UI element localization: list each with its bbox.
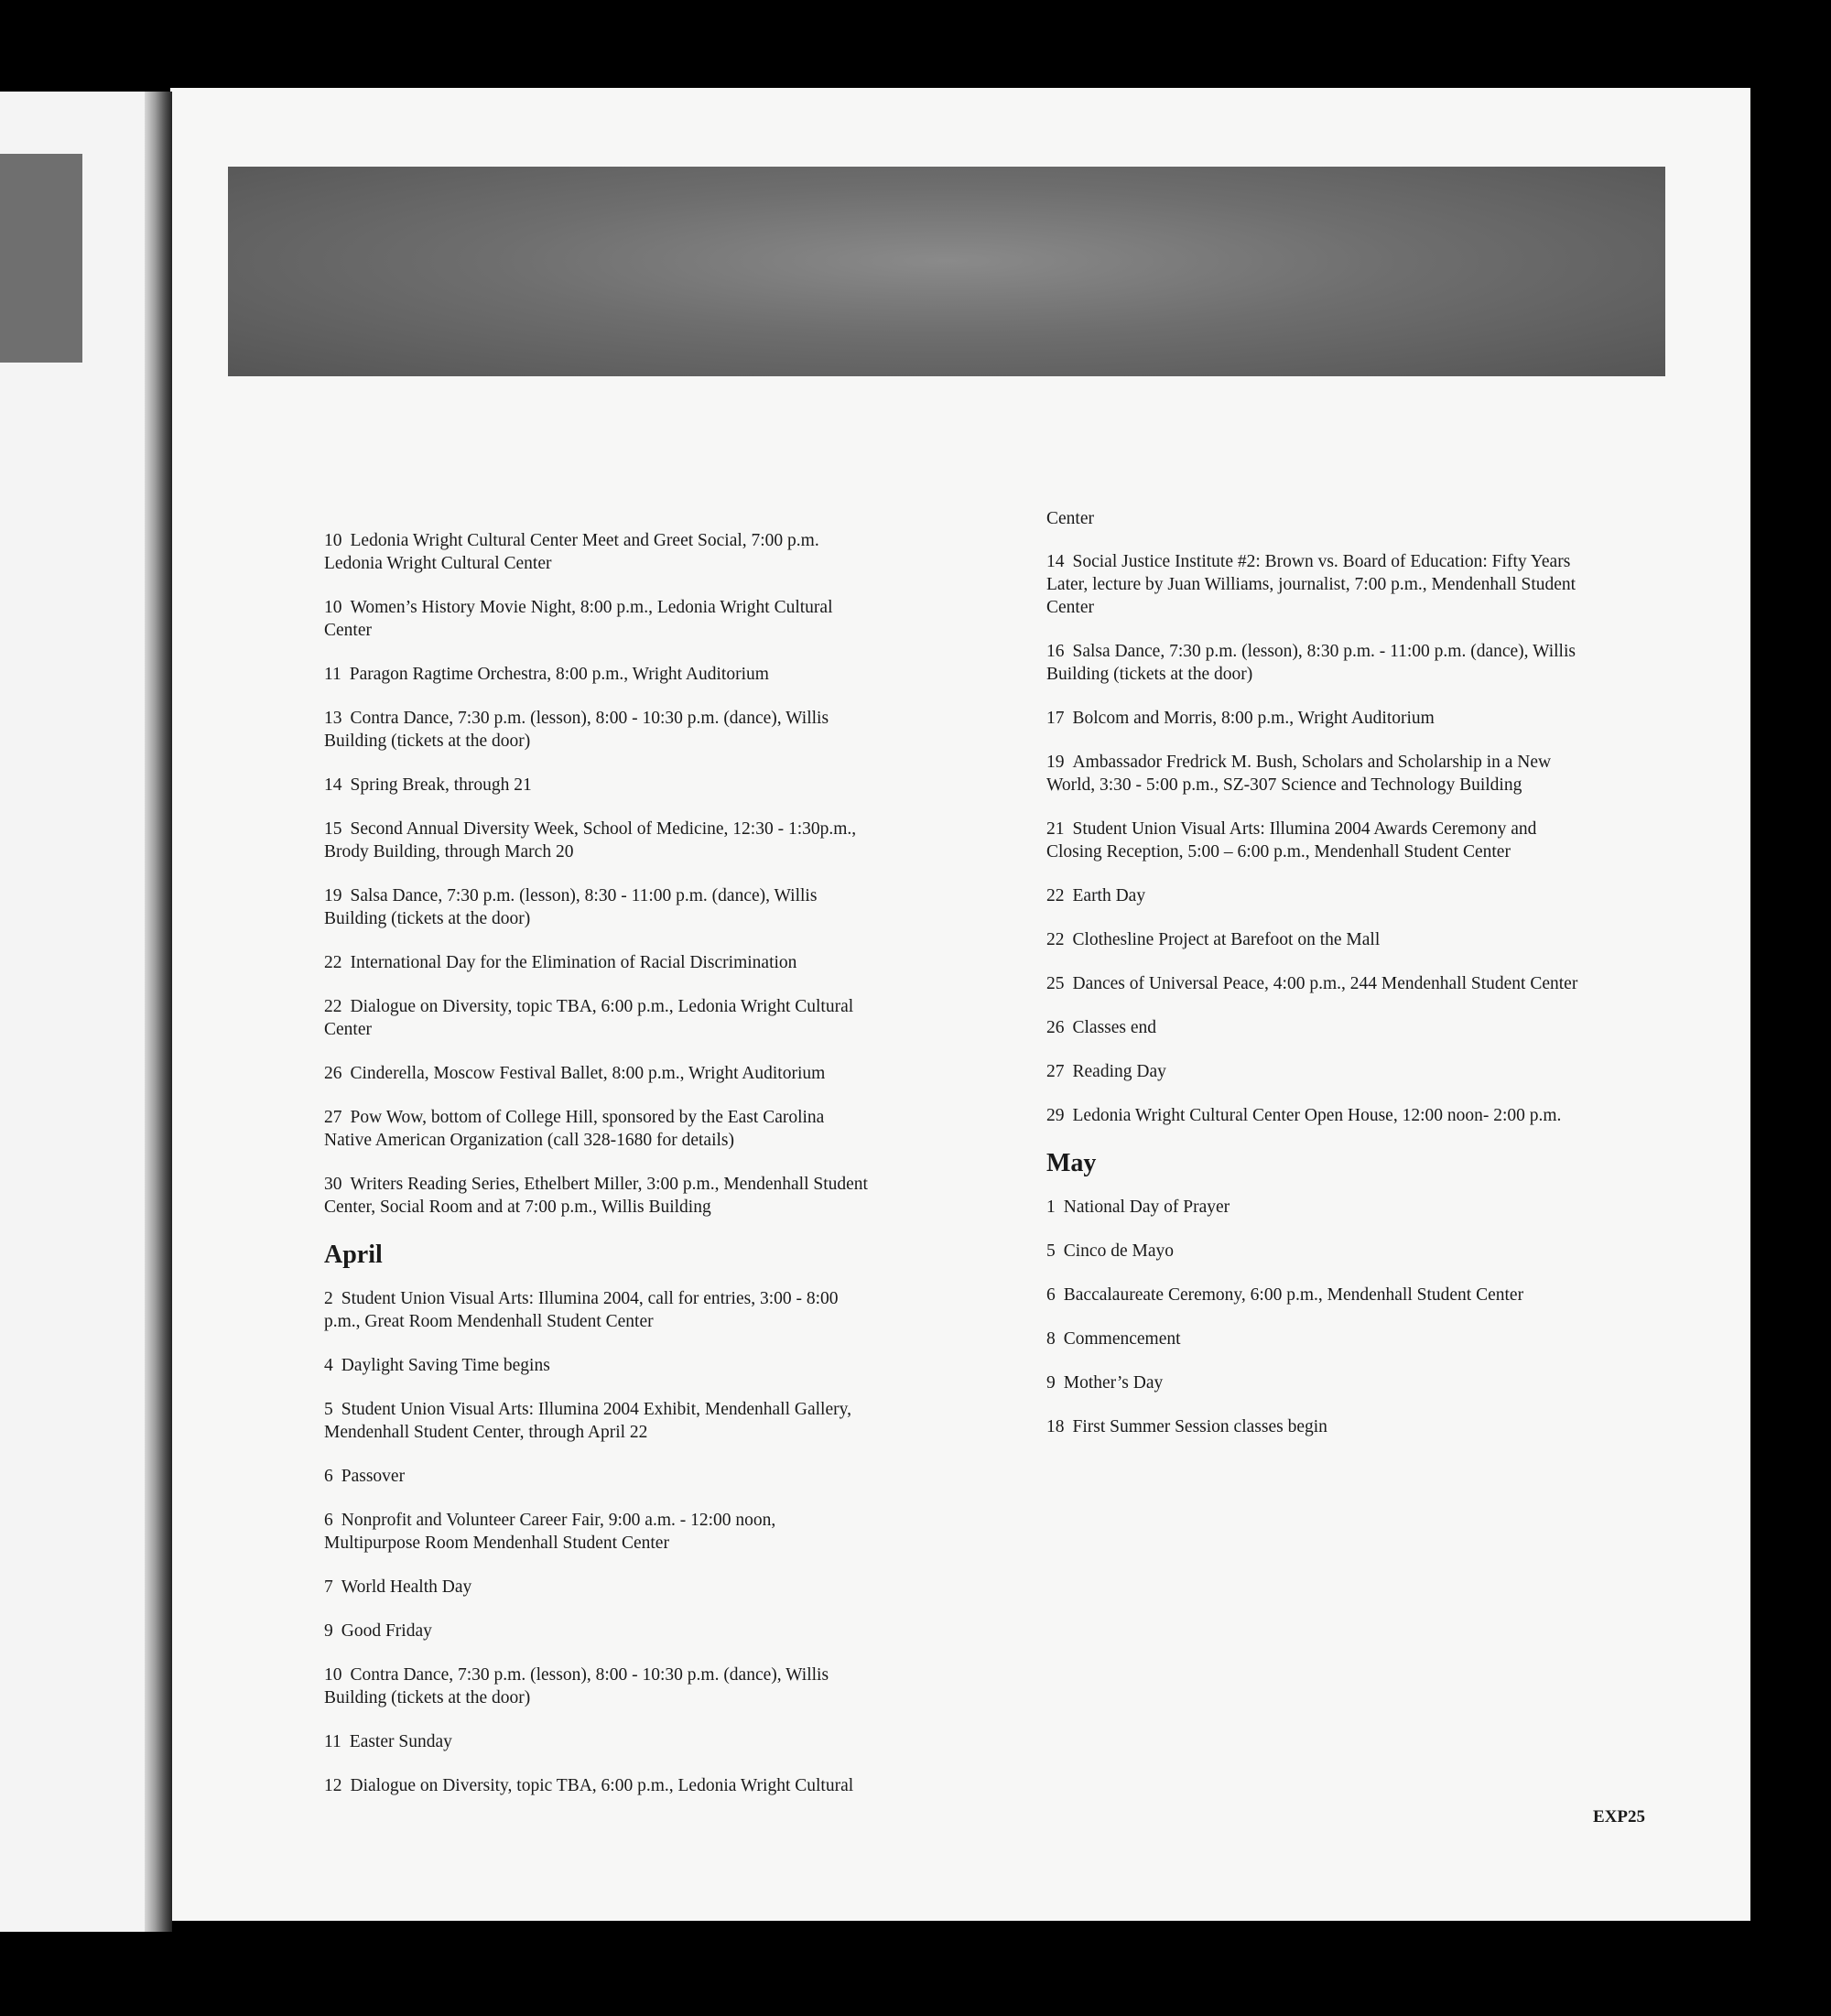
entry-text: Salsa Dance, 7:30 p.m. (lesson), 8:30 - 11:00 p.m. (dance), Willis Building (tickets at the door)	[324, 886, 818, 928]
page-number: EXP25	[1593, 1807, 1645, 1826]
calendar-entry	[1046, 928, 1596, 951]
entry-day: 13	[324, 709, 342, 728]
entry-day: 5	[324, 1400, 333, 1419]
entry-day: 7	[324, 1577, 333, 1597]
entry-day: 12	[324, 1776, 342, 1795]
entry-text: Good Friday	[341, 1621, 432, 1641]
entry-text: Writers Reading Series, Ethelbert Miller, 3:00 p.m., Mendenhall Student Center, Social Room and at 7:00 p.m., Willis Building	[324, 1175, 868, 1217]
april-entries-continued	[1046, 550, 1596, 1127]
calendar-entry	[324, 884, 873, 930]
entry-day: 11	[324, 1732, 341, 1751]
calendar-entry	[1046, 751, 1596, 797]
calendar-entry	[324, 774, 873, 797]
facing-page-gray-block	[0, 154, 82, 363]
calendar-entry	[1046, 1284, 1596, 1306]
entry-text: Daylight Saving Time begins	[341, 1356, 550, 1375]
entry-day: 6	[324, 1467, 333, 1486]
entry-day: 10	[324, 531, 342, 550]
calendar-entry	[1046, 1328, 1596, 1350]
entry-text: Nonprofit and Volunteer Career Fair, 9:00 a.m. - 12:00 noon, Multipurpose Room Mendenhall Student Center	[324, 1511, 776, 1553]
calendar-entry	[324, 663, 873, 686]
entry-day: 30	[324, 1175, 342, 1194]
calendar-entry	[1046, 818, 1596, 863]
entry-day: 14	[324, 775, 342, 795]
entry-text: Bolcom and Morris, 8:00 p.m., Wright Auditorium	[1072, 709, 1435, 728]
calendar-entry	[324, 995, 873, 1041]
calendar-entry	[1046, 707, 1596, 730]
entry-text: Contra Dance, 7:30 p.m. (lesson), 8:00 - 10:30 p.m. (dance), Willis Building (tickets at the door)	[324, 709, 829, 751]
entry-text: Second Annual Diversity Week, School of Medicine, 12:30 - 1:30p.m., Brody Building, through March 20	[324, 819, 857, 862]
calendar-entry	[324, 1287, 873, 1333]
entry-text: Pow Wow, bottom of College Hill, sponsored by the East Carolina Native American Organization (call 328-1680 for details)	[324, 1108, 825, 1150]
calendar-entry	[1046, 1104, 1596, 1127]
header-banner	[228, 167, 1665, 376]
calendar-entry	[1046, 1016, 1596, 1039]
entry-day: 19	[1046, 753, 1065, 772]
entry-text: Ambassador Fredrick M. Bush, Scholars and Scholarship in a New World, 3:30 - 5:00 p.m., SZ-307 Science and Technology Building	[1046, 753, 1552, 795]
calendar-entry	[324, 951, 873, 974]
book-spine	[145, 92, 172, 1932]
entry-day: 11	[324, 665, 341, 684]
entry-text: Cinderella, Moscow Festival Ballet, 8:00 p.m., Wright Auditorium	[350, 1064, 826, 1083]
calendar-entry	[1046, 640, 1596, 686]
entry-text: Easter Sunday	[349, 1732, 452, 1751]
entry-text: Ledonia Wright Cultural Center Open House, 12:00 noon- 2:00 p.m.	[1072, 1106, 1562, 1125]
calendar-entry	[324, 529, 873, 575]
entry-text: Dances of Universal Peace, 4:00 p.m., 244 Mendenhall Student Center	[1072, 974, 1578, 993]
calendar-entry	[1046, 1371, 1596, 1394]
entry-day: 29	[1046, 1106, 1065, 1125]
entry-text: Women’s History Movie Night, 8:00 p.m., Ledonia Wright Cultural Center	[324, 598, 833, 640]
left-column	[324, 529, 873, 1818]
calendar-entry	[324, 707, 873, 753]
entry-day: 27	[324, 1108, 342, 1127]
calendar-entry	[324, 1398, 873, 1444]
entry-day: 27	[1046, 1062, 1065, 1081]
continued-text: Center	[1046, 509, 1094, 528]
entry-day: 4	[324, 1356, 333, 1375]
entry-text: Mother’s Day	[1063, 1373, 1164, 1393]
entry-day: 22	[1046, 886, 1065, 905]
entry-text: National Day of Prayer	[1063, 1198, 1230, 1217]
entry-day: 18	[1046, 1417, 1065, 1436]
entry-day: 15	[324, 819, 342, 839]
calendar-entry	[324, 1576, 873, 1599]
entry-day: 17	[1046, 709, 1065, 728]
entry-day: 2	[324, 1289, 333, 1308]
calendar-entry	[1046, 1415, 1596, 1438]
entry-text: Commencement	[1063, 1329, 1181, 1349]
entry-text: First Summer Session classes begin	[1072, 1417, 1327, 1436]
entry-text: Student Union Visual Arts: Illumina 2004 Exhibit, Mendenhall Gallery, Mendenhall Student Center, through April 22	[324, 1400, 851, 1442]
entry-text: Spring Break, through 21	[350, 775, 532, 795]
entry-text: Ledonia Wright Cultural Center Meet and Greet Social, 7:00 p.m. Ledonia Wright Cultural Center	[324, 531, 819, 573]
calendar-entry	[1046, 1196, 1596, 1219]
march-entries	[324, 529, 873, 1219]
entry-text: Earth Day	[1072, 886, 1146, 905]
entry-day: 22	[324, 953, 342, 972]
calendar-entry	[324, 1509, 873, 1555]
calendar-entry	[324, 1620, 873, 1642]
entry-text: Cinco de Mayo	[1063, 1241, 1174, 1261]
entry-text: Student Union Visual Arts: Illumina 2004, call for entries, 3:00 - 8:00 p.m., Great Room Mendenhall Student Center	[324, 1289, 839, 1331]
entry-day: 6	[324, 1511, 333, 1530]
entry-text: Contra Dance, 7:30 p.m. (lesson), 8:00 - 10:30 p.m. (dance), Willis Building (tickets at the door)	[324, 1665, 829, 1707]
calendar-entry	[324, 1465, 873, 1488]
entry-day: 26	[1046, 1018, 1065, 1037]
entry-text: World Health Day	[341, 1577, 472, 1597]
calendar-entry	[1046, 1240, 1596, 1263]
calendar-entry	[324, 1730, 873, 1753]
entry-text: Reading Day	[1072, 1062, 1166, 1081]
calendar-entry	[324, 1664, 873, 1709]
entry-day: 1	[1046, 1198, 1056, 1217]
calendar-entry	[324, 1774, 873, 1797]
entry-text: Salsa Dance, 7:30 p.m. (lesson), 8:30 p.m. - 11:00 p.m. (dance), Willis Building (tickets at the door)	[1046, 642, 1576, 684]
april-entries	[324, 1287, 873, 1797]
entry-day: 22	[1046, 930, 1065, 949]
calendar-entry	[1046, 1060, 1596, 1083]
calendar-entry	[324, 596, 873, 642]
calendar-entry	[324, 818, 873, 863]
entry-text: Dialogue on Diversity, topic TBA, 6:00 p.m., Ledonia Wright Cultural Center	[324, 997, 854, 1039]
entry-day: 9	[1046, 1373, 1056, 1393]
right-column	[1046, 507, 1596, 1459]
entry-text: International Day for the Elimination of Racial Discrimination	[350, 953, 797, 972]
calendar-entry	[324, 1173, 873, 1219]
facing-page	[0, 92, 157, 1932]
entry-text: Passover	[341, 1467, 406, 1486]
entry-day: 6	[1046, 1285, 1056, 1305]
calendar-entry	[1046, 884, 1596, 907]
entry-text: Baccalaureate Ceremony, 6:00 p.m., Mendenhall Student Center	[1063, 1285, 1524, 1305]
entry-day: 8	[1046, 1329, 1056, 1349]
month-heading-may: May	[1046, 1149, 1097, 1177]
calendar-entry	[324, 1354, 873, 1377]
entry-text: Student Union Visual Arts: Illumina 2004 Awards Ceremony and Closing Reception, 5:00 – 6:00 p.m., Mendenhall Student Center	[1046, 819, 1537, 862]
entry-day: 25	[1046, 974, 1065, 993]
calendar-entry	[1046, 972, 1596, 995]
entry-day: 26	[324, 1064, 342, 1083]
entry-day: 22	[324, 997, 342, 1016]
month-heading-april: April	[324, 1241, 383, 1269]
entry-day: 10	[324, 1665, 342, 1685]
entry-text: Clothesline Project at Barefoot on the Mall	[1072, 930, 1381, 949]
entry-day: 14	[1046, 552, 1065, 571]
calendar-entry	[324, 1106, 873, 1152]
entry-day: 16	[1046, 642, 1065, 661]
entry-text: Classes end	[1072, 1018, 1157, 1037]
entry-text: Dialogue on Diversity, topic TBA, 6:00 p.m., Ledonia Wright Cultural	[350, 1776, 854, 1795]
entry-text: Paragon Ragtime Orchestra, 8:00 p.m., Wright Auditorium	[349, 665, 769, 684]
calendar-entry	[324, 1062, 873, 1085]
entry-day: 5	[1046, 1241, 1056, 1261]
entry-day: 19	[324, 886, 342, 905]
may-entries	[1046, 1196, 1596, 1438]
calendar-entry	[1046, 550, 1596, 619]
entry-day: 21	[1046, 819, 1065, 839]
entry-day: 10	[324, 598, 342, 617]
entry-text: Social Justice Institute #2: Brown vs. Board of Education: Fifty Years Later, lecture by Juan Williams, journalist, 7:00 p.m., Mendenhall Student Center	[1046, 552, 1576, 617]
entry-day: 9	[324, 1621, 333, 1641]
